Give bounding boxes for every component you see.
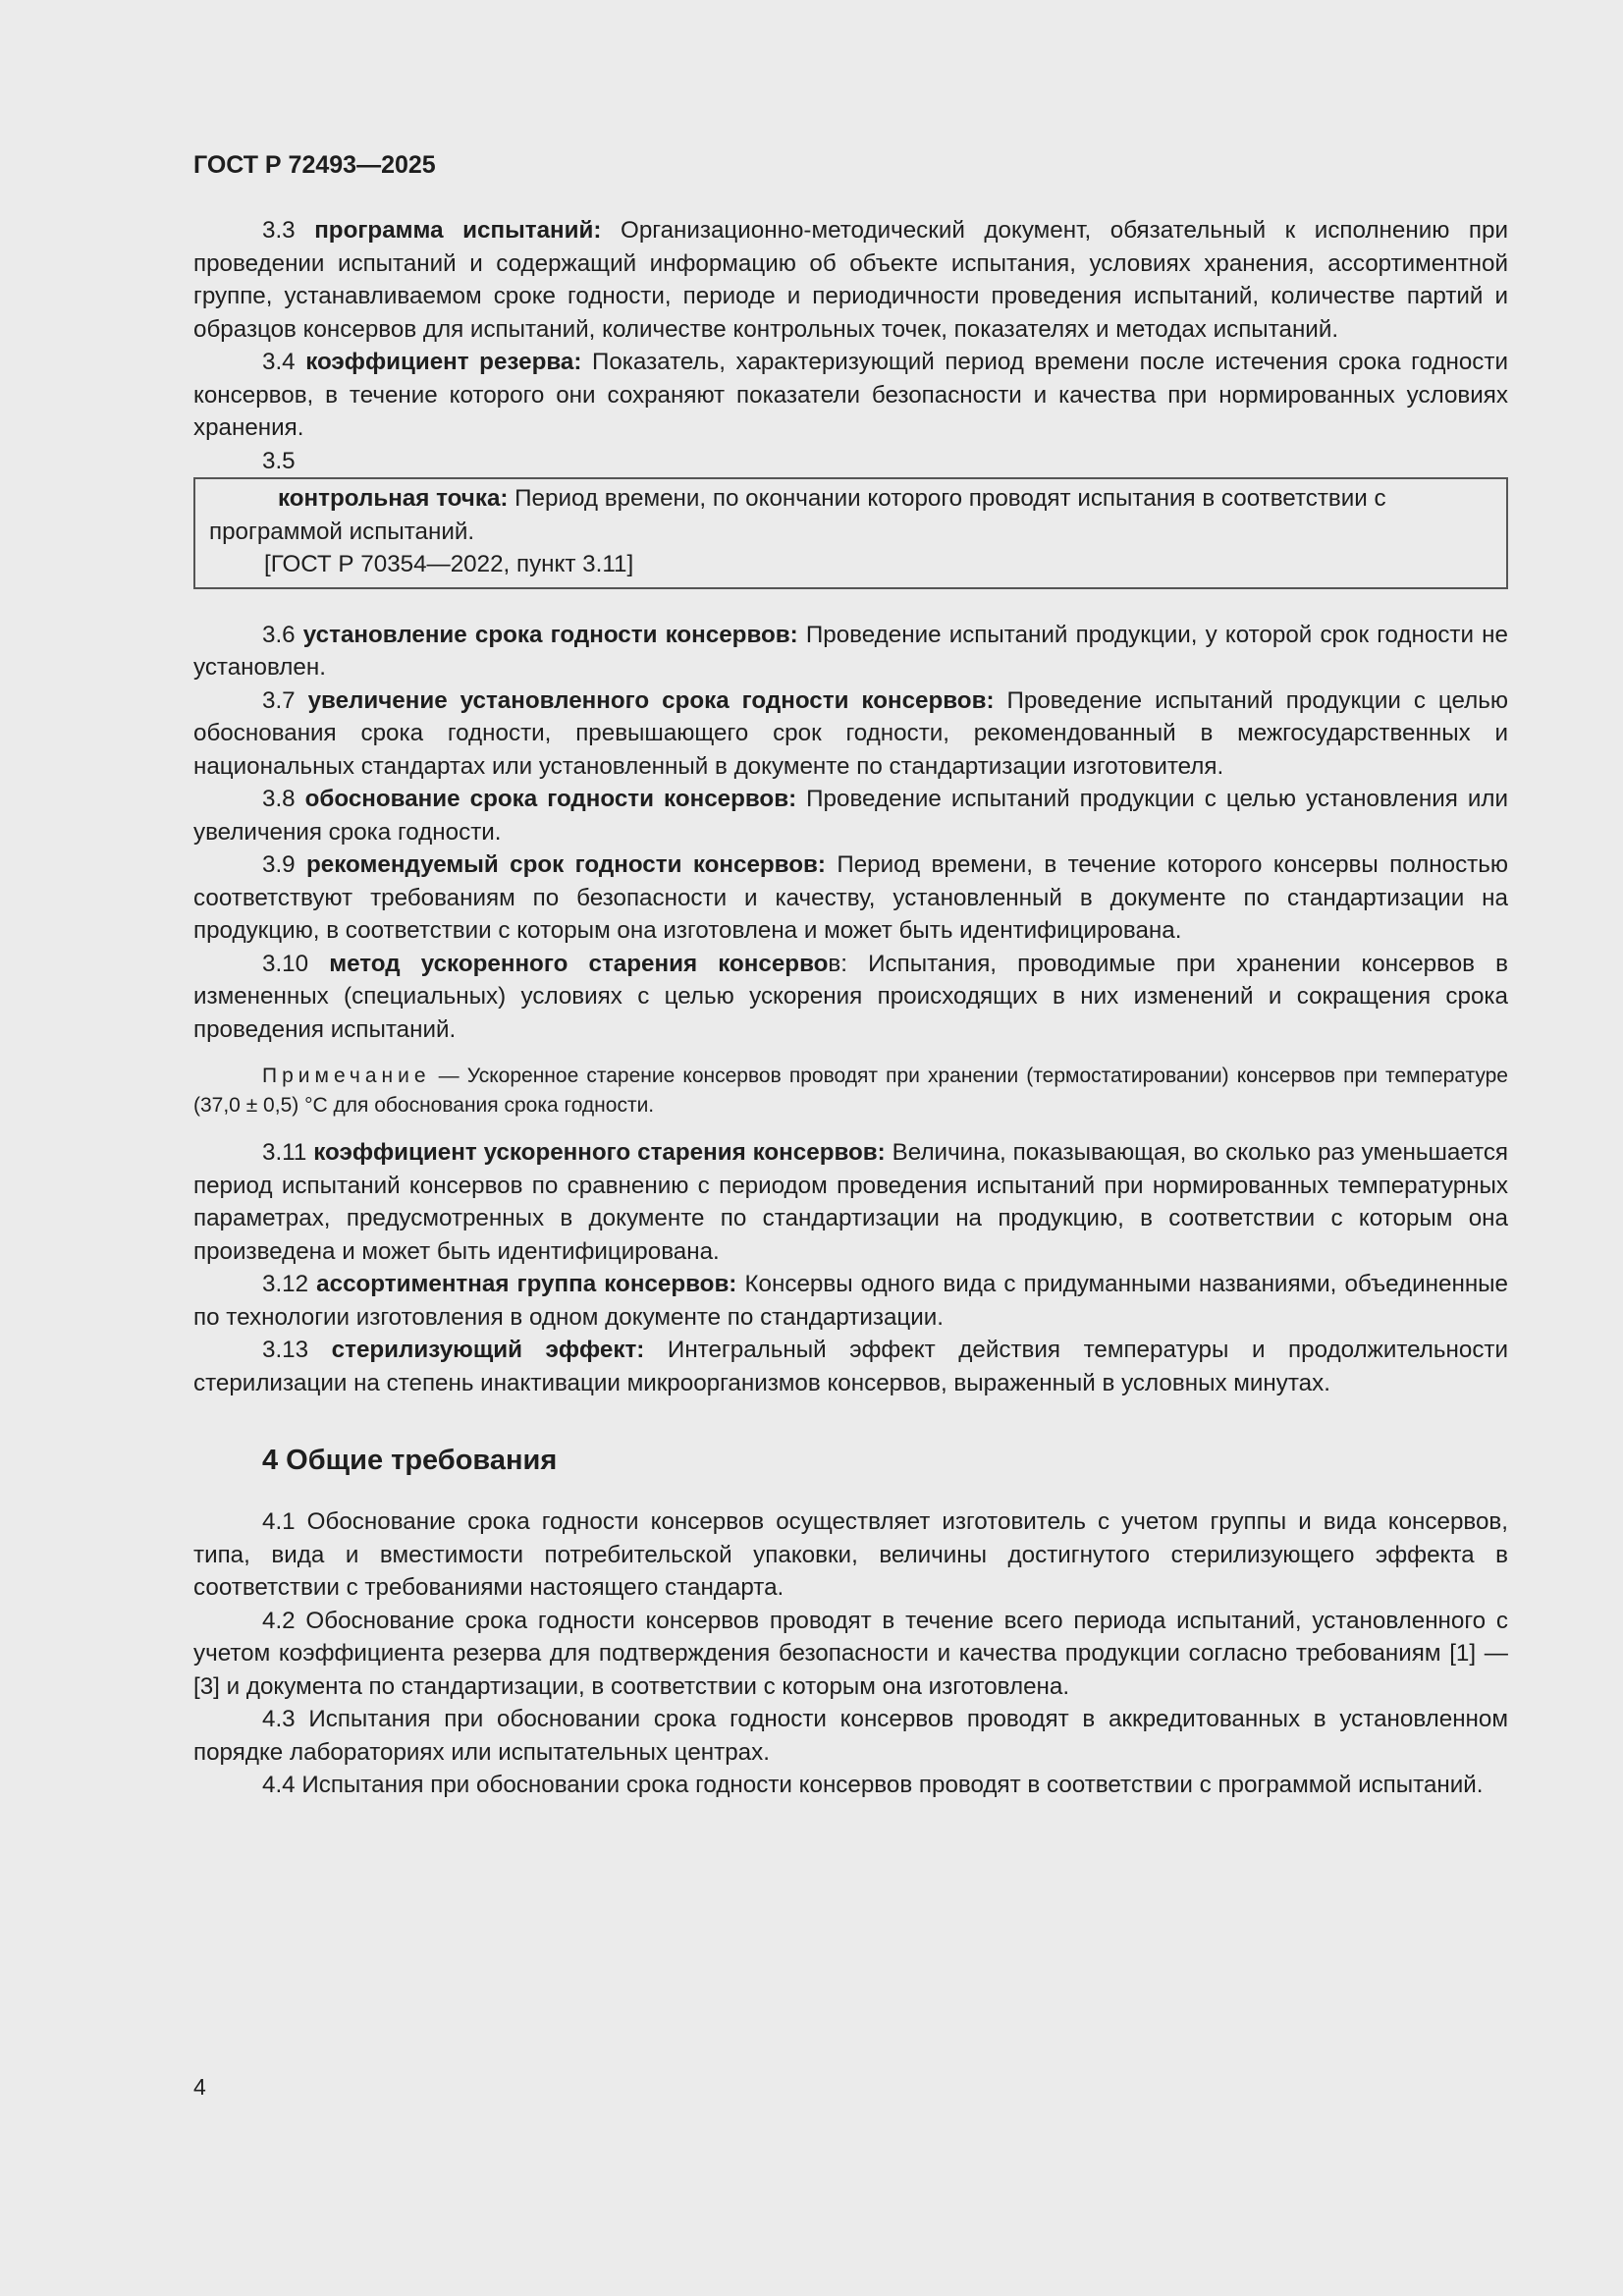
- definition-3-9: 3.9 рекомендуемый срок годности консервов: Период времени, в течение которого консервы полностью соответствуют требованиям по безопасности и качеству, установленный в документе по стандартизации на продукцию, в соответствии с которым она изготовлена и может быть идентифицирована.: [193, 851, 1508, 944]
- term: программа испытаний:: [314, 217, 602, 244]
- definition-3-8: 3.8 обоснование срока годности консервов: Проведение испытаний продукции с целью установления или увеличения срока годности.: [193, 786, 1508, 846]
- definition-3-11: 3.11 коэффициент ускоренного старения консервов: Величина, показывающая, во сколько раз уменьшается период испытаний консервов по сравнению с периодом проведения испытаний при нормированных температурных параметрах, предусмотренных в документе по стандартизации на продукцию, в соответствии с которым она произведена и может быть идентифицирована.: [193, 1139, 1509, 1265]
- document-header: ГОСТ Р 72493—2025: [193, 151, 436, 179]
- document-page: [193, 145, 1508, 1802]
- definition-3-6: 3.6 установление срока годности консервов: Проведение испытаний продукции, у которой срок годности не установлен.: [193, 621, 1508, 681]
- definition-3-3: 3.3 программа испытаний: Организационно-методический документ, обязательный к исполнению при проведении испытаний и содержащий информацию об объекте испытания, условиях хранения, ассортиментной группе, устанавливаемом сроке годности, периоде и периодичности проведения испытаний, количестве партий и образцов консервов для испытаний, количестве контрольных точек, показателях и методах испытаний.: [193, 217, 1508, 343]
- term: обоснование срока годности консервов:: [304, 786, 797, 812]
- term: ассортиментная группа консервов:: [316, 1271, 737, 1297]
- definition-3-5: контрольная точка: Период времени, по окончании которого проводят испытания в соответствии с программой испытаний.: [209, 485, 1386, 545]
- clause-4-3: 4.3 Испытания при обосновании срока годности консервов проводят в аккредитованных в установленном порядке лабораториях или испытательных центрах.: [193, 1706, 1508, 1766]
- term: стерилизующий эффект:: [331, 1337, 645, 1363]
- quoted-definition-box: [193, 477, 1508, 589]
- definition-3-7: 3.7 увеличение установленного срока годности консервов: Проведение испытаний продукции с целью обоснования срока годности, превышающего срок годности, рекомендованный в межгосударственных и национальных стандартах или установленный в документе по стандартизации изготовителя.: [193, 686, 1508, 780]
- note: [193, 1062, 1508, 1121]
- term: рекомендуемый срок годности консервов:: [306, 851, 826, 878]
- section-heading: 4 Общие требования: [262, 1445, 558, 1476]
- page-number: 4: [193, 2074, 206, 2100]
- term: контрольная точка:: [278, 485, 509, 512]
- note-text: — Ускоренное старение консервов проводят при хранении (термостатировании) консервов при температуре (37,0 ± 0,5) °С для обоснования срока годности.: [193, 1065, 1508, 1117]
- term: метод ускоренного старения консерво: [329, 950, 829, 977]
- definition-3-10: 3.10 метод ускоренного старения консервов: Испытания, проводимые при хранении консервов в измененных (специальных) условиях с целью ускорения происходящих в них изменений и сокращения срока проведения испытаний.: [193, 950, 1508, 1043]
- definition-3-4: 3.4 коэффициент резерва: Показатель, характеризующий период времени после истечения срока годности консервов, в течение которого они сохраняют показатели безопасности и качества при нормированных условиях хранения.: [193, 349, 1508, 441]
- definition-3-5-number: 3.5: [262, 447, 296, 474]
- term: увеличение установленного срока годности консервов:: [307, 686, 995, 714]
- term: коэффициент резерва:: [305, 349, 582, 375]
- term: коэффициент ускоренного старения консервов:: [313, 1139, 886, 1166]
- clause-4-1: 4.1 Обоснование срока годности консервов осуществляет изготовитель с учетом группы и вида консервов, типа, вида и вместимости потребительской упаковки, величины достигнутого стерилизующего эффекта в соответствии с требованиями настоящего стандарта.: [193, 1508, 1508, 1601]
- term: установление срока годности консервов:: [302, 621, 798, 648]
- clause-4-4: 4.4 Испытания при обосновании срока годности консервов проводят в соответствии с программой испытаний.: [262, 1772, 1484, 1798]
- source-reference: [ГОСТ Р 70354—2022, пункт 3.11]: [264, 551, 634, 577]
- clause-4-2: 4.2 Обоснование срока годности консервов проводят в течение всего периода испытаний, установленного с учетом коэффициента резерва для подтверждения безопасности и качества продукции согласно требованиям [1] — [3] и документа по стандартизации, в соответствии с которым она изготовлена.: [193, 1607, 1508, 1700]
- definition-3-13: 3.13 стерилизующий эффект: Интегральный эффект действия температуры и продолжительности стерилизации на степень инактивации микроорганизмов консервов, выраженный в условных минутах.: [193, 1337, 1509, 1396]
- note-label: Примечание: [262, 1065, 431, 1087]
- definition-3-12: 3.12 ассортиментная группа консервов: Консервы одного вида с придуманными названиями, объединенные по технологии изготовления в одном документе по стандартизации.: [193, 1271, 1509, 1331]
